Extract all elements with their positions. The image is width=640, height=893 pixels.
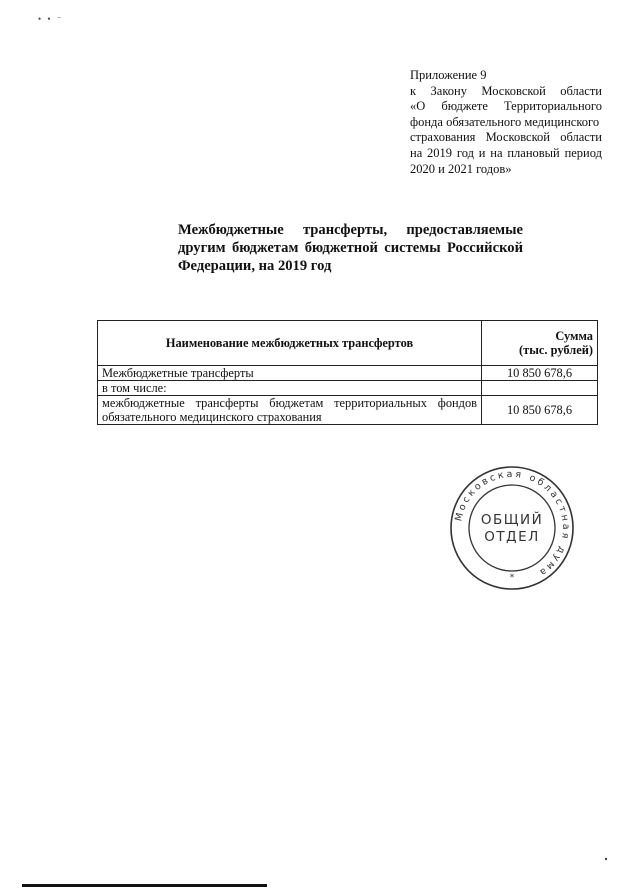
stamp-center-line: ОТДЕЛ [484,529,540,545]
appendix-line: страхования Московской области [410,130,602,145]
appendix-line: к Закону Московской области [410,83,602,98]
title-line: Федерации, на 2019 год [178,258,332,274]
appendix-line: 2020 и 2021 годов» [410,161,512,176]
row-name: в том числе: [98,381,482,396]
title-line: Межбюджетные трансферты, предоставляемые [178,222,523,238]
stamp-center-line: ОБЩИЙ [480,512,544,528]
table-row [98,396,598,425]
row-sum: 10 850 678,6 [482,396,598,425]
header-sum [482,321,598,366]
appendix-note [410,68,602,177]
header-name: Наименование межбюджетных трансфертов [98,321,482,366]
scan-specks: • • ⁻ [38,14,64,24]
footer-rule [22,884,267,887]
row-name: межбюджетные трансферты бюджетам территориальных фондов обязательного медицинского страхования [98,396,482,425]
stamp-star: * [509,573,515,583]
stamp-seal-icon [448,464,576,592]
appendix-line: фонда обязательного медицинского [410,114,600,129]
table-row [98,381,598,396]
row-sum: 10 850 678,6 [482,366,598,381]
header-sum-line: (тыс. рублей) [519,343,593,357]
row-sum [482,381,598,396]
row-name: Межбюджетные трансферты [98,366,482,381]
office-stamp [448,464,576,592]
document-title [178,221,523,275]
header-sum-line: Сумма [555,329,593,343]
table-row [98,366,598,381]
scan-dot-icon [604,857,608,861]
transfers-table [97,320,598,425]
title-line: другим бюджетам бюджетной системы Российской [178,240,523,256]
appendix-line: «О бюджете Территориального [410,99,602,114]
appendix-line: Приложение 9 [410,68,487,82]
table-header-row [98,321,598,366]
appendix-line: на 2019 год и на плановый период [410,145,602,160]
stamp-ring-text: Московская областная дума [453,468,572,580]
